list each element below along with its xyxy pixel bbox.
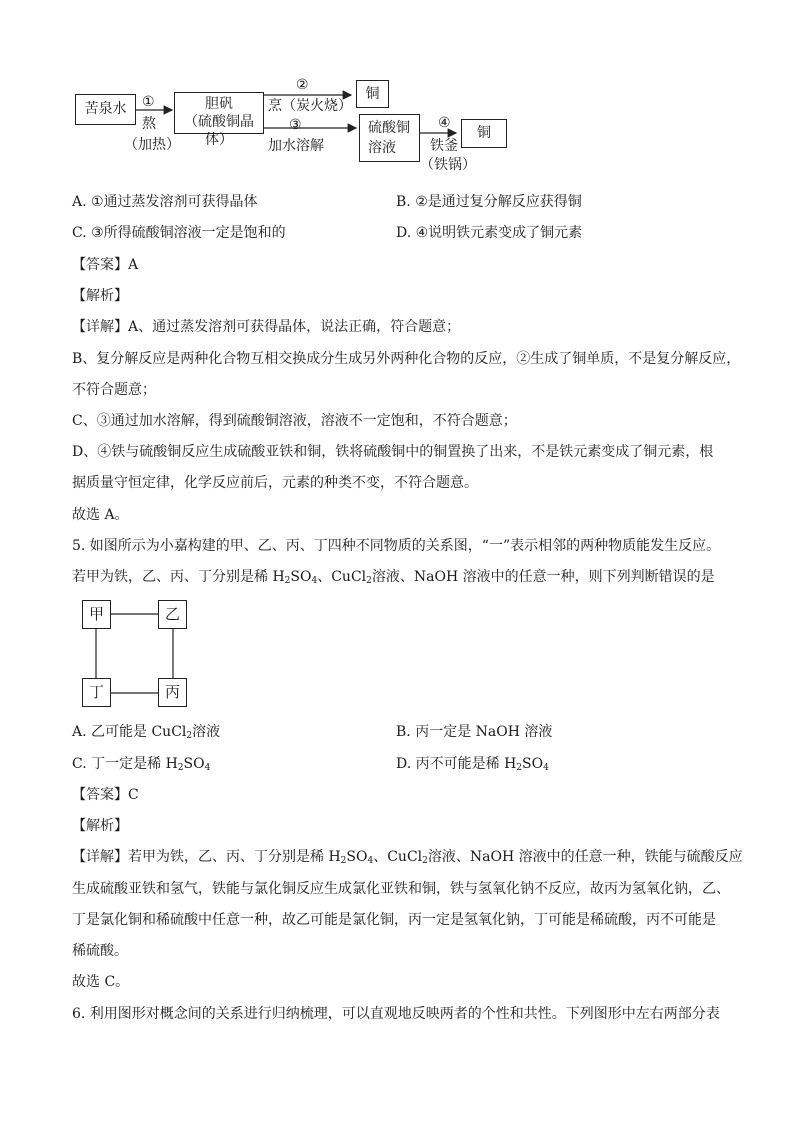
q4-detail-line-2: B、复分解反应是两种化合物互相交换成分生成另外两种化合物的反应，②生成了铜单质，不是复分解反应， bbox=[72, 351, 741, 367]
node-yi: 乙 bbox=[158, 600, 187, 629]
q4-option-a: A. ①通过蒸发溶剂可获得晶体 bbox=[72, 194, 258, 210]
step2-label: 烹（炭火烧） bbox=[268, 98, 352, 114]
step4-sub-label: （铁锅） bbox=[420, 157, 476, 173]
step2-number: ② bbox=[296, 77, 309, 93]
q4-answer: 【答案】A bbox=[72, 257, 139, 273]
q5-detail-line-2: 生成硫酸亚铁和氢气，铁能与氯化铜反应生成氯化亚铁和铜，铁与氢氧化钠不反应，故丙为氢氧化钠，乙、 bbox=[72, 881, 730, 897]
q5-option-a: A. 乙可能是 CuCl$_2$溶液 bbox=[72, 724, 221, 741]
q5-analysis-heading: 【解析】 bbox=[72, 818, 128, 834]
step1-number: ① bbox=[142, 94, 155, 110]
q5-stem-line-2: 若甲为铁，乙、丙、丁分别是稀 $H_2SO_4$、CuCl$_2$溶液、NaOH 溶液中的任意一种，则下列判断错误的是 bbox=[72, 569, 715, 586]
node-bing: 丙 bbox=[158, 678, 187, 707]
q5-answer: 【答案】C bbox=[72, 787, 139, 803]
q4-option-b: B. ②是通过复分解反应获得铜 bbox=[396, 194, 582, 210]
q6-stem-line-1: 6. 利用图形对概念间的关系进行归纳梳理，可以直观地反映两者的个性和共性。下列图形中左右两部分表 bbox=[72, 1006, 720, 1022]
q5-choose: 故选 C。 bbox=[72, 974, 130, 990]
box-tong-1-text: 铜 bbox=[365, 86, 380, 102]
step4-label: 铁釜 bbox=[430, 138, 458, 154]
box-liusuantong-line1: 硫酸铜 bbox=[368, 120, 410, 136]
q4-detail-line-3: 不符合题意； bbox=[72, 382, 156, 398]
step3-number: ③ bbox=[289, 117, 302, 133]
step4-number: ④ bbox=[438, 115, 451, 131]
q5-detail-line-4: 稀硫酸。 bbox=[72, 943, 128, 959]
box-danfan-line1: 胆矾 bbox=[205, 96, 233, 112]
node-ding: 丁 bbox=[82, 678, 111, 707]
q4-detail-line-1: 【详解】A、通过蒸发溶剂可获得晶体，说法正确，符合题意； bbox=[72, 319, 461, 335]
node-jia: 甲 bbox=[82, 600, 111, 629]
box-liusuantong-line2: 溶液 bbox=[368, 140, 396, 156]
q5-option-b: B. 丙一定是 NaOH 溶液 bbox=[396, 724, 553, 740]
q4-option-c: C. ③所得硫酸铜溶液一定是饱和的 bbox=[72, 225, 286, 241]
box-kuquanshui-text: 苦泉水 bbox=[84, 101, 127, 117]
q5-detail-line-3: 丁是氯化铜和稀硫酸中任意一种，故乙可能是氯化铜，丙一定是氢氧化钠，丁可能是稀硫酸，丙不可能是 bbox=[72, 912, 716, 928]
q4-detail-line-6: 据质量守恒定律，化学反应前后，元素的种类不变，不符合题意。 bbox=[72, 475, 478, 491]
q4-analysis-heading: 【解析】 bbox=[72, 288, 128, 304]
q5-detail-line-1: 【详解】若甲为铁，乙、丙、丁分别是稀 $H_2SO_4$、CuCl$_2$溶液、NaOH 溶液中的任意一种，铁能与硫酸反应 bbox=[72, 849, 743, 866]
q5-stem-line-1: 5. 如图所示为小嘉构建的甲、乙、丙、丁四种不同物质的关系图，“一”表示相邻的两种物质能发生反应。 bbox=[72, 538, 721, 554]
q5-option-c: C. 丁一定是稀 $H_2SO_4$ bbox=[72, 756, 211, 773]
step1-label: 熬 bbox=[142, 116, 156, 132]
q4-option-d: D. ④说明铁元素变成了铜元素 bbox=[396, 225, 583, 241]
q4-choose: 故选 A。 bbox=[72, 507, 129, 523]
step3-label: 加水溶解 bbox=[268, 138, 324, 154]
box-tong-2-text: 铜 bbox=[477, 125, 491, 141]
q5-option-d: D. 丙不可能是稀 $H_2SO_4$ bbox=[396, 756, 549, 773]
box-danfan-line2: （硫酸铜晶体） bbox=[184, 114, 254, 148]
q4-detail-line-5: D、④铁与硫酸铜反应生成硫酸亚铁和铜，铁将硫酸铜中的铜置换了出来，不是铁元素变成了铜元素，根 bbox=[72, 444, 714, 460]
q4-detail-line-4: C、③通过加水溶解，得到硫酸铜溶液，溶液不一定饱和，不符合题意； bbox=[72, 413, 517, 429]
step1-sub-label: （加热） bbox=[124, 137, 180, 153]
